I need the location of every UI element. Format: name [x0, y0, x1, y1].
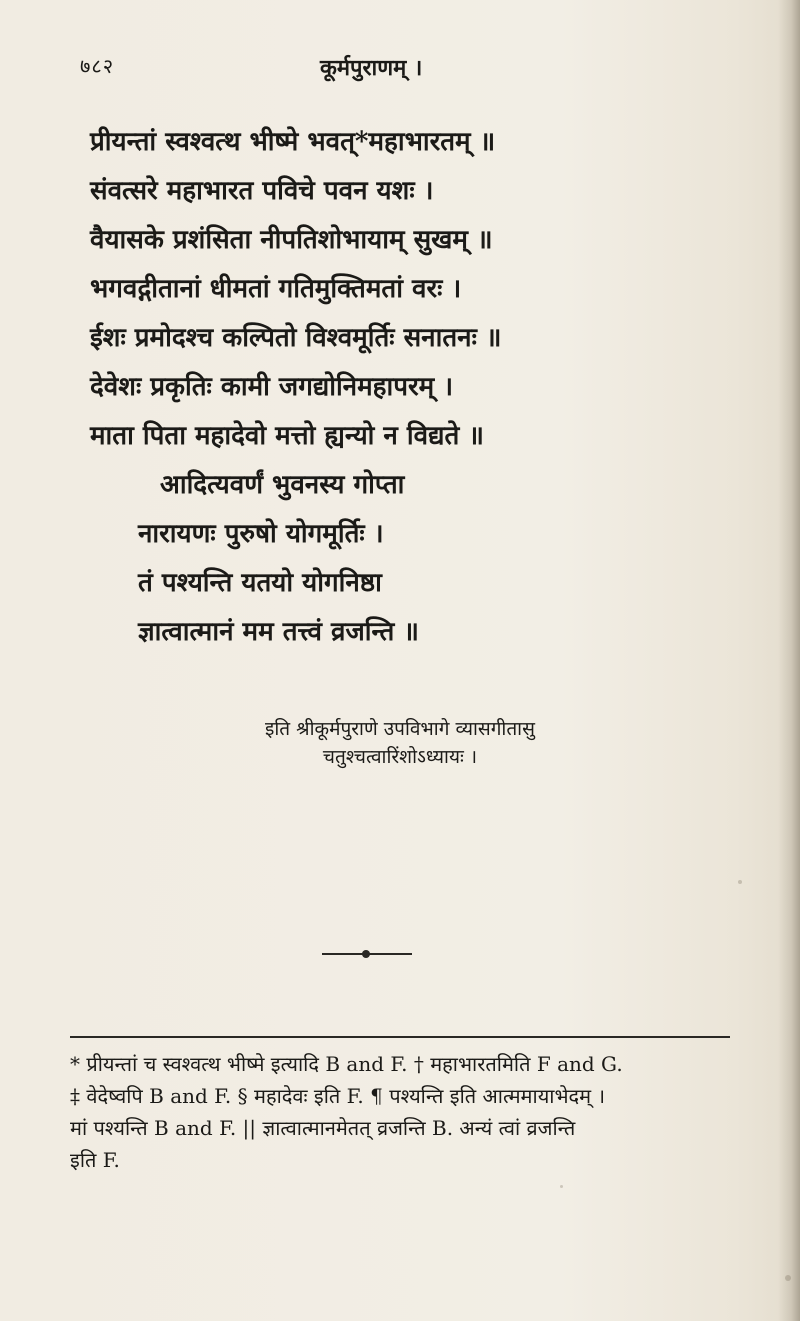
footnote-line: मां पश्यन्ति B and F. || ज्ञात्वात्मानमेतत् व्रजन्ति B. अन्यं त्वां व्रजन्ति: [70, 1116, 576, 1140]
page-edge-shadow: [778, 0, 800, 1321]
footnote-line: इति F.: [70, 1148, 120, 1172]
colophon-line: चतुश्चत्वारिंशोऽध्यायः ।: [322, 746, 478, 768]
footnotes: [70, 1048, 740, 1176]
verse-line: ज्ञात्वात्मानं मम तत्त्वं व्रजन्ति ॥: [138, 617, 419, 647]
verse-line: आदित्यवर्णं भुवनस्य गोप्ता: [160, 470, 405, 500]
verse-line: तं पश्यन्ति यतयो योगनिष्ठा: [138, 568, 382, 598]
page-number: ७८२: [80, 54, 115, 78]
verse-block: [90, 118, 730, 657]
chapter-colophon: [0, 715, 800, 771]
end-ornament: [322, 952, 412, 956]
footnote-line: * प्रीयन्तां च स्वश्वत्थ भीष्मे इत्यादि B and F. † महाभारतमिति F and G.: [70, 1052, 623, 1076]
verse-line: माता पिता महादेवो मत्तो ह्यन्यो न विद्यते ॥: [90, 421, 484, 451]
page-header: [70, 52, 710, 92]
verse-line: प्रीयन्तां स्वश्वत्थ भीष्मे भवत्*महाभारतम् ॥: [90, 127, 496, 157]
verse-line: नारायणः पुरुषो योगमूर्तिः ।: [138, 519, 384, 549]
colophon-line: इति श्रीकूर्मपुराणे उपविभागे व्यासगीतासु: [265, 718, 535, 740]
verse-line: वैयासके प्रशंसिता नीपतिशोभायाम् सुखम् ॥: [90, 225, 493, 255]
ornament-dot: [362, 950, 370, 958]
footnote-line: ‡ वेदेष्वपि B and F. § महादेवः इति F. ¶ पश्यन्ति इति आत्ममायाभेदम् ।: [70, 1084, 606, 1108]
paper-spot: [738, 880, 742, 884]
running-title: कूर्मपुराणम् ।: [320, 55, 423, 81]
verse-line: ईशः प्रमोदश्च कल्पितो विश्वमूर्तिः सनातनः ॥: [90, 323, 502, 353]
paper-spot: [560, 1185, 563, 1188]
verse-line: देवेशः प्रकृतिः कामी जगद्योनिमहापरम् ।: [90, 372, 454, 402]
footnote-divider: [70, 1036, 730, 1038]
verse-line: संवत्सरे महाभारत पविचे पवन यशः ।: [90, 176, 434, 206]
verse-line: भगवद्गीतानां धीमतां गतिमुक्तिमतां वरः ।: [90, 274, 462, 304]
